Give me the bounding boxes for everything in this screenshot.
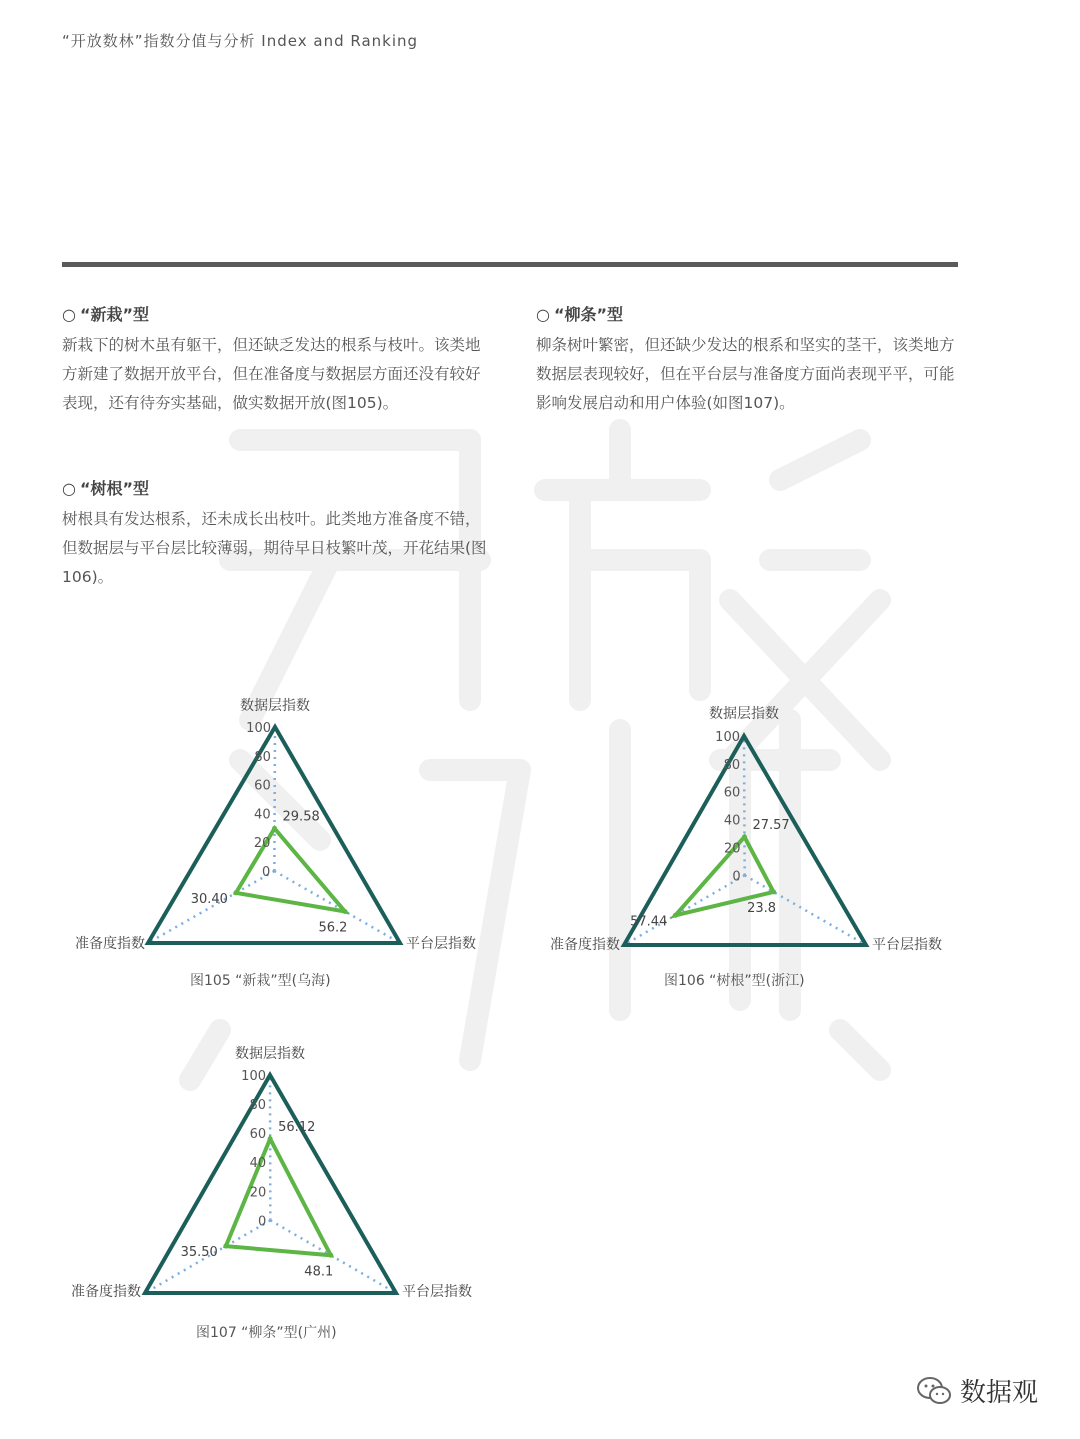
- chart-caption-107: 图107 “柳条”型(广州): [196, 1325, 337, 1341]
- tick-label: 60: [249, 1127, 267, 1143]
- tick-label: 80: [249, 1098, 267, 1114]
- axis-label-readiness: 准备度指数: [75, 936, 145, 952]
- radar-point-0: [742, 834, 747, 839]
- radar-point-1: [328, 1253, 333, 1258]
- data-label-2: 30.40: [190, 891, 228, 907]
- page-header: “开放数林”指数分值与分析 Index and Ranking: [62, 32, 419, 50]
- tick-label: 0: [262, 865, 271, 880]
- radar-axis-0: [274, 727, 275, 871]
- wechat-icon: [916, 1376, 952, 1406]
- section-body: 树根具有发达根系，还未成长出枝叶。此类地方准备度不错，但数据层与平台层比较薄弱，期待早日枝繁叶茂，开花结果(图106)。: [62, 510, 487, 586]
- tick-label: 100: [246, 721, 271, 736]
- data-label-0: 29.58: [282, 809, 320, 825]
- axis-label-data: 数据层指数: [709, 706, 779, 722]
- radar-point-2: [673, 913, 678, 918]
- data-label-1: 56.2: [318, 920, 348, 936]
- tick-label: 20: [723, 841, 741, 857]
- tick-label: 80: [723, 757, 741, 773]
- circle-icon: ○: [536, 305, 550, 324]
- section-title: ○ “树根”型: [62, 479, 150, 498]
- axis-label-data: 数据层指数: [235, 1046, 305, 1062]
- chart-caption-106: 图106 “树根”型(浙江): [664, 973, 805, 989]
- axis-label-platform: 平台层指数: [406, 936, 476, 952]
- tick-label: 0: [732, 869, 741, 885]
- section-body: 新栽下的树木虽有躯干，但还缺乏发达的根系与枝叶。该类地方新建了数据开放平台，但在准备度与数据层方面还没有较好表现，还有待夯实基础，做实数据开放(图105)。: [62, 336, 481, 412]
- tick-label: 40: [254, 807, 271, 823]
- radar-series-polygon: [236, 828, 345, 911]
- tick-label: 80: [254, 749, 271, 765]
- axis-label-platform: 平台层指数: [872, 937, 942, 953]
- tick-label: 20: [253, 836, 271, 852]
- radar-axis-0: [744, 736, 745, 875]
- radar-point-0: [268, 1136, 273, 1141]
- radar-point-1: [771, 889, 776, 894]
- data-label-0: 56.12: [278, 1119, 316, 1135]
- tick-label: 60: [254, 778, 271, 794]
- data-label-2: 57.44: [630, 914, 668, 930]
- radar-point-2: [233, 890, 238, 895]
- data-label-1: 23.8: [747, 900, 777, 916]
- radar-point-2: [223, 1244, 228, 1249]
- tick-label: 0: [258, 1214, 267, 1230]
- tick-label: 60: [723, 785, 741, 801]
- data-label-1: 48.1: [304, 1264, 334, 1280]
- circle-icon: ○: [62, 479, 76, 498]
- radar-point-1: [342, 909, 347, 914]
- section-title: ○ “新栽”型: [62, 305, 150, 324]
- axis-label-readiness: 准备度指数: [550, 937, 620, 953]
- tick-label: 20: [249, 1185, 267, 1201]
- axis-label-platform: 平台层指数: [402, 1284, 472, 1300]
- wechat-label: 数据观: [960, 1378, 1039, 1408]
- section-body: 柳条树叶繁密，但还缺少发达的根系和坚实的茎干，该类地方数据层表现较好，但在平台层与准备度方面尚表现平平，可能影响发展启动和用户体验(如图107)。: [536, 336, 955, 412]
- data-label-2: 35.50: [180, 1245, 218, 1261]
- section-title: ○ “柳条”型: [536, 305, 624, 324]
- wechat-badge: [916, 1372, 1038, 1409]
- chart-caption-105: 图105 “新栽”型(乌海): [190, 973, 331, 989]
- data-label-0: 27.57: [752, 817, 790, 833]
- tick-label: 40: [723, 813, 741, 829]
- circle-icon: ○: [62, 305, 76, 324]
- radar-point-0: [272, 826, 277, 831]
- axis-label-readiness: 准备度指数: [71, 1284, 141, 1300]
- tick-label: 100: [715, 730, 740, 745]
- tick-label: 40: [249, 1156, 267, 1172]
- tick-label: 100: [241, 1069, 266, 1084]
- axis-label-data: 数据层指数: [240, 698, 310, 714]
